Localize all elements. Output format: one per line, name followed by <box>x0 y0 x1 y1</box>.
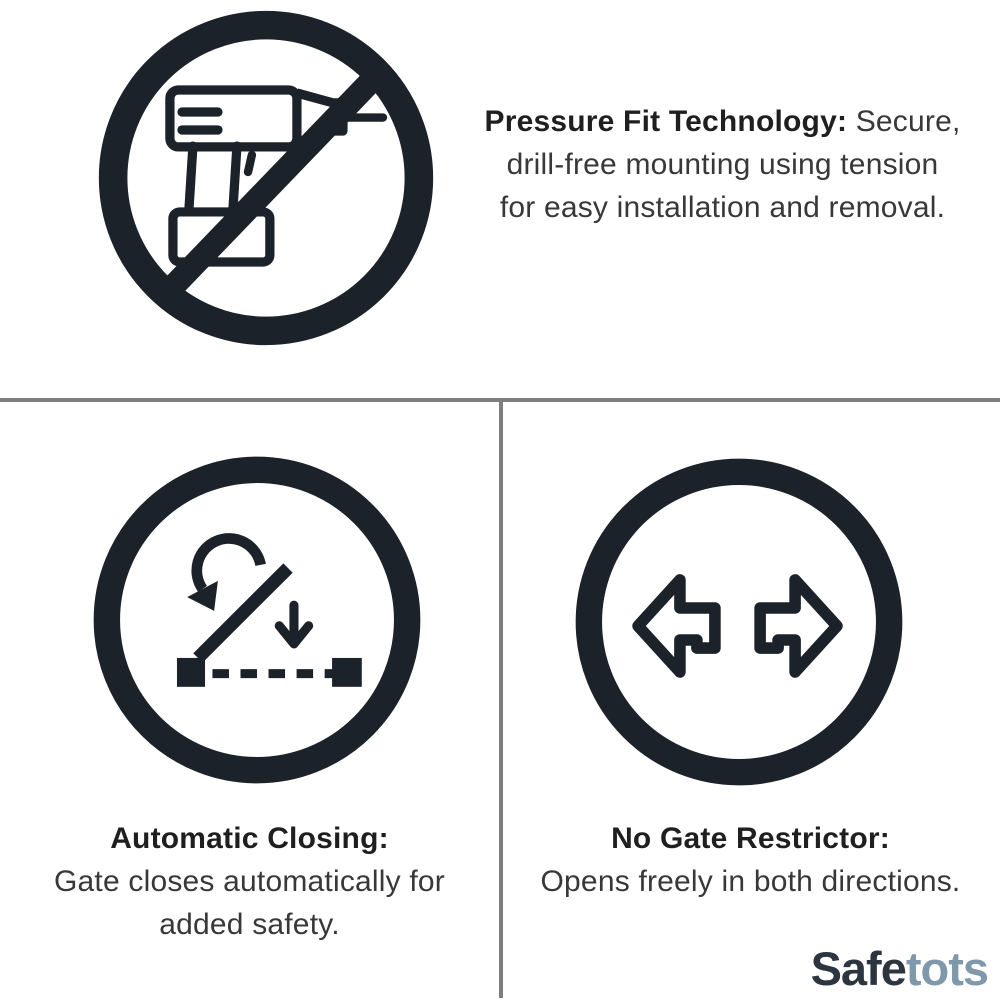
pressure-fit-line1: Secure, <box>855 105 961 138</box>
auto-close-line2: added safety. <box>159 908 340 941</box>
no-restrictor-line1: Opens freely in both directions. <box>540 865 961 898</box>
vertical-divider <box>499 398 503 998</box>
bidirectional-arrows-icon <box>574 457 904 787</box>
auto-close-heading: Automatic Closing: <box>110 822 389 855</box>
auto-close-icon <box>92 455 422 785</box>
logo-prefix: Safe <box>810 942 906 995</box>
no-restrictor-text <box>501 817 1000 903</box>
pressure-fit-line2: drill-free mounting using tension <box>506 148 939 181</box>
pressure-fit-heading: Pressure Fit Technology: <box>484 105 848 138</box>
safetots-logo <box>811 941 988 996</box>
logo-suffix: tots <box>905 942 988 995</box>
auto-close-text <box>0 817 499 946</box>
no-drill-icon <box>98 10 434 346</box>
no-restrictor-heading: No Gate Restrictor: <box>611 822 890 855</box>
pressure-fit-text <box>445 100 1000 229</box>
auto-close-line1: Gate closes automatically for <box>54 865 445 898</box>
pressure-fit-line3: for easy installation and removal. <box>499 191 946 224</box>
